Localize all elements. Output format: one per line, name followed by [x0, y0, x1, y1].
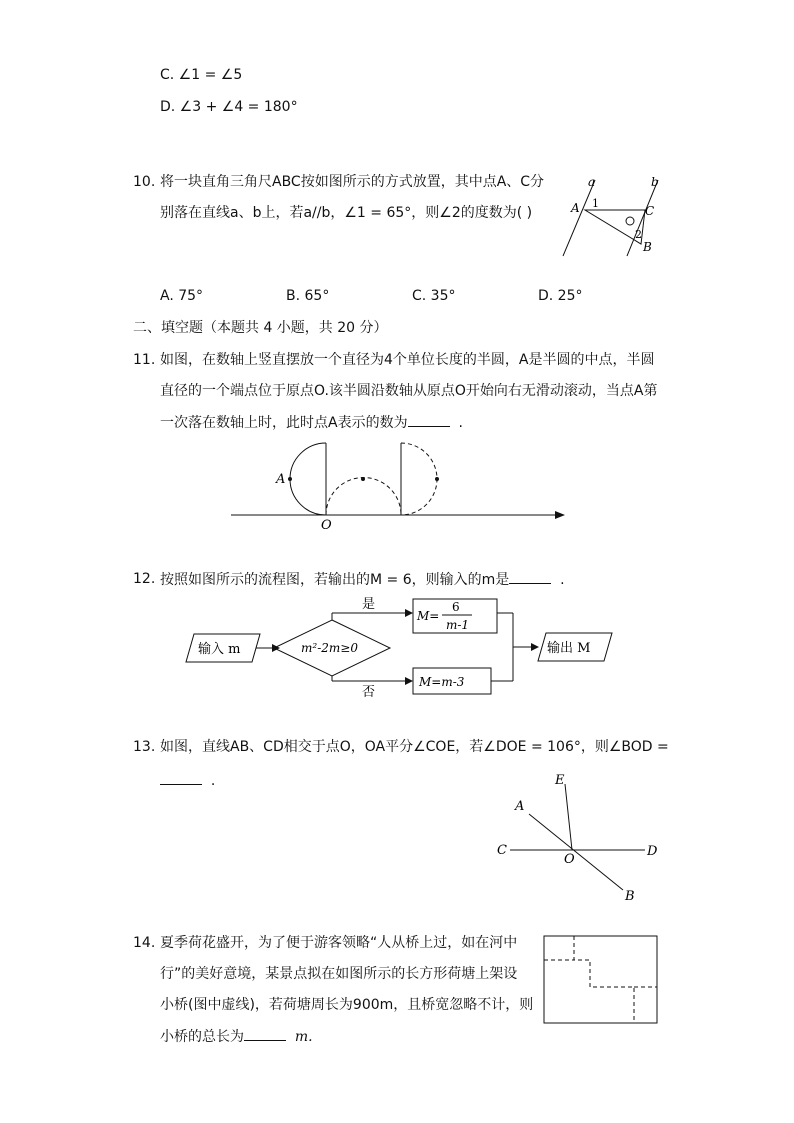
flow-yes-denominator: m-1: [446, 618, 470, 632]
section-heading: 二、填空题（本题共 4 小题，共 20 分）: [133, 320, 388, 336]
q14-number: 14.: [133, 935, 156, 951]
q12-text-body: 按照如图所示的流程图，若输出的M = 6，则输入的m是: [160, 572, 510, 588]
q10-text-line1: 将一块直角三角尺ABC按如图所示的方式放置，其中点A、C分: [160, 174, 545, 190]
q13-text-end: .: [210, 773, 216, 789]
q10-label-B: B: [643, 240, 652, 254]
q13-label-E: E: [555, 773, 565, 788]
flow-no: 否: [362, 685, 376, 700]
q11-answer-blank: [408, 412, 450, 427]
q12-text-end: .: [560, 572, 565, 588]
q10-label-A: A: [571, 201, 580, 215]
q14-figure: [543, 935, 659, 1025]
flow-input: 输入 m: [198, 642, 241, 657]
flow-yes-numerator: 6: [452, 600, 460, 614]
q13-label-C: C: [497, 843, 507, 858]
q12-number: 12.: [133, 571, 156, 587]
q12-answer-blank: [509, 569, 551, 584]
q14-unit: m.: [294, 1029, 313, 1045]
q13-label-A: A: [515, 799, 525, 814]
q14-text-line1: 夏季荷花盛开，为了便于游客领略“人从桥上过，如在河中: [160, 935, 518, 951]
q13-answer-line: [160, 770, 215, 791]
q10-angle-2: 2: [635, 228, 642, 241]
q11-text-line3-end: .: [458, 415, 463, 431]
q12-flowchart: [180, 592, 620, 704]
q14-text-line3: 小桥(图中虚线)，若荷塘周长为900m，且桥宽忽略不计，则: [160, 997, 534, 1013]
q11-text-line2: 直径的一个端点位于原点O.该半圆沿数轴从原点O开始向右无滑动滚动，当点A第: [160, 383, 658, 399]
q11-text-line1: 如图，在数轴上竖直摆放一个直径为4个单位长度的半圆，A是半圆的中点，半圆: [160, 352, 655, 368]
q11-number: 11.: [133, 352, 156, 368]
flow-yes-lhs: M=: [417, 609, 440, 623]
flow-output: 输出 M: [547, 641, 591, 656]
q13-label-O: O: [564, 852, 575, 867]
q10-angle-1: 1: [592, 197, 599, 210]
q13-answer-blank: [160, 770, 202, 785]
q13-number: 13.: [133, 739, 156, 755]
q10-number: 10.: [133, 174, 156, 190]
q10-option-a: A. 75°: [160, 288, 204, 304]
q11-label-O: O: [321, 518, 332, 533]
q13-figure: [495, 770, 665, 905]
q12-text: [160, 569, 565, 590]
q9-option-d: D. ∠3 + ∠4 = 180°: [160, 99, 298, 115]
flow-no-box: M=m-3: [419, 675, 465, 689]
q14-answer-blank: [244, 1026, 286, 1041]
q10-label-b: b: [651, 175, 659, 189]
q14-text-line4: [160, 1026, 313, 1047]
q11-text-line3: [160, 412, 463, 433]
q10-text-line2: 别落在直线a、b上，若a//b，∠1 = 65°，则∠2的度数为( ): [160, 205, 533, 221]
flow-yes: 是: [362, 597, 376, 612]
q9-option-c: C. ∠1 = ∠5: [160, 67, 243, 83]
flow-condition: m²-2m≥0: [301, 641, 358, 655]
q10-label-a: a: [588, 175, 596, 189]
q10-option-d: D. 25°: [538, 288, 583, 304]
q13-label-D: D: [647, 844, 658, 859]
q10-label-C: C: [645, 204, 655, 218]
q11-figure: [228, 438, 573, 533]
q14-text-line2: 行”的美好意境，某景点拟在如图所示的长方形荷塘上架设: [160, 966, 518, 982]
q11-text-line3-body: 一次落在数轴上时，此时点A表示的数为: [160, 415, 408, 431]
q10-option-c: C. 35°: [412, 288, 456, 304]
q10-option-b: B. 65°: [286, 288, 330, 304]
q13-label-B: B: [625, 889, 635, 904]
q10-figure: [555, 172, 675, 262]
q14-text-line4-body: 小桥的总长为: [160, 1029, 244, 1045]
q13-text: 如图，直线AB、CD相交于点O，OA平分∠COE，若∠DOE = 106°，则∠BOD =: [160, 739, 669, 755]
q11-label-A: A: [276, 472, 286, 487]
